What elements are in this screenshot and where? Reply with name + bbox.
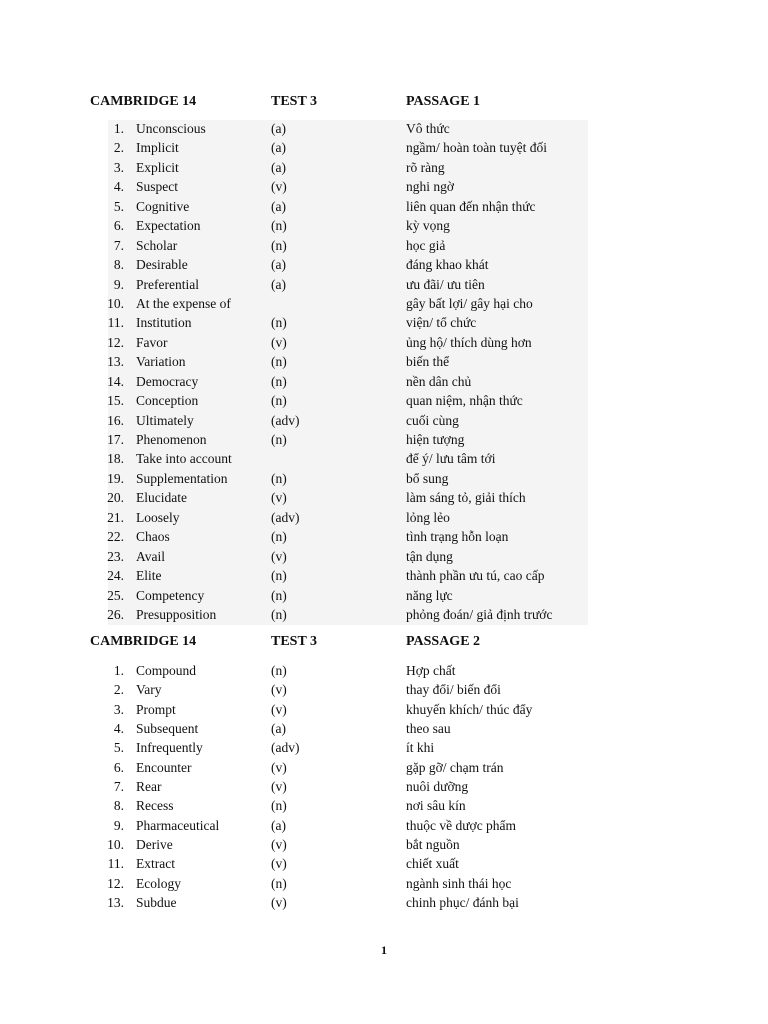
entry-number: 22.	[107, 529, 124, 545]
entry-part-of-speech: (a)	[271, 121, 286, 136]
entry-number: 9.	[113, 817, 124, 833]
entry-meaning: lỏng lẻo	[406, 509, 450, 525]
vocab-row	[108, 373, 588, 392]
entry-word: Infrequently	[136, 740, 203, 756]
entry-word: Take into account	[136, 451, 232, 467]
entry-meaning: nghi ngờ	[406, 179, 455, 195]
entry-number: 4.	[113, 720, 124, 736]
vocab-row	[0, 778, 768, 797]
entry-part-of-speech: (v)	[271, 548, 287, 564]
entry-number: 7.	[113, 778, 124, 794]
entry-word: Desirable	[136, 257, 188, 273]
entry-part-of-speech: (n)	[271, 798, 287, 814]
entry-word: Encounter	[136, 759, 192, 775]
vocab-row	[108, 567, 588, 586]
passage-title: PASSAGE 2	[406, 634, 481, 649]
vocab-row	[108, 606, 588, 625]
entry-number: 11.	[107, 856, 124, 872]
entry-part-of-speech: (n)	[271, 237, 287, 253]
entry-meaning: gây bất lợi/ gây hại cho	[406, 295, 533, 311]
entry-word: Presupposition	[136, 606, 217, 622]
entry-number: 4.	[113, 179, 124, 195]
entry-word: Competency	[136, 587, 205, 603]
book-title: CAMBRIDGE 14	[90, 634, 197, 649]
vocabulary-list	[0, 662, 768, 913]
vocab-row	[108, 489, 588, 508]
vocab-row	[0, 759, 768, 778]
vocab-row	[108, 392, 588, 411]
entry-word: Avail	[136, 548, 165, 564]
entry-meaning: nơi sâu kín	[406, 798, 466, 814]
vocab-row	[108, 159, 588, 178]
entry-number: 23.	[107, 548, 124, 564]
vocab-row	[108, 256, 588, 275]
page-number: 1	[381, 943, 387, 957]
entry-meaning: thay đổi/ biến đổi	[406, 682, 501, 698]
entry-meaning: kỳ vọng	[406, 218, 450, 234]
entry-part-of-speech: (v)	[271, 682, 287, 698]
entry-meaning: bổ sung	[406, 470, 449, 486]
entry-word: Chaos	[136, 529, 170, 545]
entry-word: At the expense of	[136, 295, 231, 311]
vocab-row	[108, 353, 588, 372]
entry-word: Ecology	[136, 875, 181, 891]
entry-word: Ultimately	[136, 412, 194, 428]
vocab-row	[0, 797, 768, 816]
entry-word: Suspect	[136, 179, 178, 195]
entry-meaning: cuối cùng	[406, 412, 459, 428]
entry-number: 10.	[107, 836, 124, 852]
vocab-row	[108, 217, 588, 236]
entry-meaning: ủng hộ/ thích dùng hơn	[406, 334, 532, 350]
entry-meaning: viện/ tổ chức	[406, 315, 477, 331]
entry-meaning: chiết xuất	[406, 856, 459, 872]
entry-part-of-speech: (n)	[271, 315, 287, 331]
entry-number: 12.	[107, 875, 124, 891]
entry-meaning: đáng khao khát	[406, 257, 489, 273]
entry-word: Conception	[136, 393, 199, 409]
entry-word: Compound	[136, 663, 197, 678]
entry-meaning: liên quan đến nhận thức	[406, 198, 536, 214]
entry-meaning: thành phần ưu tú, cao cấp	[406, 568, 545, 584]
entry-meaning: nền dân chủ	[406, 373, 472, 389]
vocab-row	[0, 894, 768, 913]
book-title: CAMBRIDGE 14	[90, 94, 197, 109]
vocab-row	[108, 314, 588, 333]
entry-word: Subdue	[136, 894, 177, 910]
entry-meaning: làm sáng tỏ, giải thích	[406, 490, 526, 506]
entry-word: Vary	[136, 682, 162, 698]
entry-part-of-speech: (adv)	[271, 509, 300, 525]
vocab-row	[108, 587, 588, 606]
entry-part-of-speech: (a)	[271, 159, 286, 175]
entry-meaning: chinh phục/ đánh bại	[406, 894, 519, 910]
entry-word: Pharmaceutical	[136, 817, 220, 833]
entry-number: 13.	[107, 894, 124, 910]
vocab-row	[0, 836, 768, 855]
entry-number: 2.	[113, 140, 124, 156]
section-header	[0, 632, 768, 654]
entry-part-of-speech: (v)	[271, 179, 287, 195]
entry-number: 26.	[107, 606, 124, 622]
entry-meaning: năng lực	[406, 587, 453, 603]
entry-part-of-speech: (a)	[271, 817, 286, 833]
vocab-row	[108, 139, 588, 158]
entry-part-of-speech: (v)	[271, 490, 287, 506]
entry-word: Democracy	[136, 373, 199, 389]
entry-word: Loosely	[136, 509, 180, 525]
vocab-row	[0, 739, 768, 758]
passage-1-section	[0, 92, 768, 625]
entry-number: 8.	[113, 798, 124, 814]
vocab-row	[108, 548, 588, 567]
entry-meaning: ít khi	[406, 740, 435, 756]
entry-word: Phenomenon	[136, 432, 207, 447]
entry-part-of-speech: (n)	[271, 875, 287, 891]
vocab-row	[108, 276, 588, 295]
entry-meaning: ưu đãi/ ưu tiên	[406, 276, 485, 292]
entry-word: Expectation	[136, 218, 201, 234]
entry-part-of-speech: (n)	[271, 529, 287, 545]
entry-meaning: hiện tượng	[406, 432, 465, 447]
entry-word: Subsequent	[136, 720, 199, 736]
entry-number: 25.	[107, 587, 124, 603]
entry-word: Scholar	[136, 237, 178, 253]
entry-part-of-speech: (a)	[271, 257, 286, 273]
entry-word: Supplementation	[136, 470, 228, 486]
entry-part-of-speech: (v)	[271, 856, 287, 872]
entry-number: 24.	[107, 568, 124, 584]
entry-part-of-speech: (a)	[271, 720, 286, 736]
entry-number: 14.	[107, 373, 124, 389]
entry-part-of-speech: (a)	[271, 276, 286, 292]
entry-number: 8.	[113, 257, 124, 273]
entry-part-of-speech: (n)	[271, 587, 287, 603]
vocab-row	[108, 237, 588, 256]
entry-meaning: ngầm/ hoàn toàn tuyệt đối	[406, 140, 547, 156]
entry-meaning: Hợp chất	[406, 663, 456, 678]
entry-word: Derive	[136, 836, 173, 852]
entry-meaning: biến thể	[406, 354, 450, 370]
entry-part-of-speech: (v)	[271, 701, 287, 717]
entry-meaning: phỏng đoán/ giả định trước	[406, 606, 553, 622]
entry-meaning: quan niệm, nhận thức	[406, 393, 523, 409]
vocab-row	[108, 470, 588, 489]
entry-meaning: học giả	[406, 237, 446, 253]
entry-meaning: bắt nguồn	[406, 836, 460, 852]
section-header	[0, 92, 768, 114]
vocab-row	[108, 198, 588, 217]
entry-number: 7.	[113, 237, 124, 253]
entry-number: 21.	[107, 509, 124, 525]
entry-word: Unconscious	[136, 121, 206, 136]
entry-number: 3.	[113, 701, 124, 717]
entry-number: 1.	[113, 121, 124, 136]
entry-meaning: tận dụng	[406, 548, 453, 564]
entry-word: Explicit	[136, 159, 179, 175]
vocab-row	[0, 662, 768, 681]
entry-part-of-speech: (n)	[271, 432, 287, 447]
entry-part-of-speech: (n)	[271, 218, 287, 234]
entry-number: 19.	[107, 470, 124, 486]
entry-number: 20.	[107, 490, 124, 506]
entry-meaning: nuôi dưỡng	[406, 778, 469, 794]
entry-part-of-speech: (n)	[271, 470, 287, 486]
entry-part-of-speech: (v)	[271, 778, 287, 794]
entry-number: 13.	[107, 354, 124, 370]
entry-meaning: rõ ràng	[406, 159, 445, 175]
vocab-row	[0, 701, 768, 720]
vocab-row	[0, 817, 768, 836]
entry-part-of-speech: (n)	[271, 663, 287, 678]
vocab-row	[108, 509, 588, 528]
entry-word: Recess	[136, 798, 174, 814]
vocab-row	[108, 178, 588, 197]
test-title: TEST 3	[271, 634, 318, 649]
entry-word: Preferential	[136, 276, 199, 292]
entry-word: Elite	[136, 568, 162, 584]
entry-number: 6.	[113, 759, 124, 775]
entry-word: Extract	[136, 856, 175, 872]
entry-word: Favor	[136, 334, 168, 350]
vocab-row	[0, 720, 768, 739]
test-title: TEST 3	[271, 94, 318, 109]
vocab-row	[108, 450, 588, 469]
entry-part-of-speech: (adv)	[271, 740, 300, 756]
entry-word: Prompt	[136, 701, 176, 717]
entry-part-of-speech: (n)	[271, 606, 287, 622]
vocab-row	[108, 334, 588, 353]
entry-meaning: thuộc về dược phẩm	[406, 817, 517, 833]
entry-word: Institution	[136, 315, 192, 331]
entry-word: Rear	[136, 778, 162, 794]
entry-part-of-speech: (n)	[271, 373, 287, 389]
vocabulary-list	[108, 120, 588, 625]
vocab-row	[108, 295, 588, 314]
vocab-row	[108, 528, 588, 547]
vocab-row	[0, 681, 768, 700]
vocab-row	[108, 412, 588, 431]
entry-number: 2.	[113, 682, 124, 698]
entry-word: Variation	[136, 354, 186, 370]
entry-part-of-speech: (a)	[271, 140, 286, 156]
entry-word: Elucidate	[136, 490, 187, 506]
passage-title: PASSAGE 1	[406, 94, 481, 109]
entry-meaning: để ý/ lưu tâm tới	[406, 451, 496, 467]
entry-word: Cognitive	[136, 198, 190, 214]
entry-number: 5.	[113, 740, 124, 756]
entry-number: 10.	[107, 295, 124, 311]
vocab-row	[108, 431, 588, 450]
entry-part-of-speech: (v)	[271, 836, 287, 852]
vocab-row	[0, 875, 768, 894]
entry-number: 9.	[113, 276, 124, 292]
entry-meaning: theo sau	[406, 720, 451, 736]
entry-number: 12.	[107, 334, 124, 350]
entry-meaning: Vô thức	[406, 121, 450, 136]
entry-part-of-speech: (adv)	[271, 412, 300, 428]
vocab-row	[108, 120, 588, 139]
entry-part-of-speech: (v)	[271, 759, 287, 775]
entry-meaning: khuyến khích/ thúc đẩy	[406, 701, 533, 717]
entry-number: 16.	[107, 412, 124, 428]
entry-number: 6.	[113, 218, 124, 234]
entry-number: 5.	[113, 198, 124, 214]
entry-word: Implicit	[136, 140, 179, 156]
entry-part-of-speech: (v)	[271, 334, 287, 350]
entry-part-of-speech: (v)	[271, 894, 287, 910]
entry-part-of-speech: (a)	[271, 198, 286, 214]
entry-number: 18.	[107, 451, 124, 467]
entry-number: 1.	[113, 663, 124, 678]
entry-meaning: tình trạng hỗn loạn	[406, 529, 509, 545]
entry-number: 15.	[107, 393, 124, 409]
entry-meaning: gặp gỡ/ chạm trán	[406, 759, 504, 775]
entry-meaning: ngành sinh thái học	[406, 875, 512, 891]
entry-part-of-speech: (n)	[271, 354, 287, 370]
vocab-row	[0, 855, 768, 874]
entry-part-of-speech: (n)	[271, 568, 287, 584]
entry-number: 17.	[107, 432, 124, 447]
entry-part-of-speech: (n)	[271, 393, 287, 409]
entry-number: 11.	[107, 315, 124, 331]
passage-2-section	[0, 632, 768, 913]
entry-number: 3.	[113, 159, 124, 175]
